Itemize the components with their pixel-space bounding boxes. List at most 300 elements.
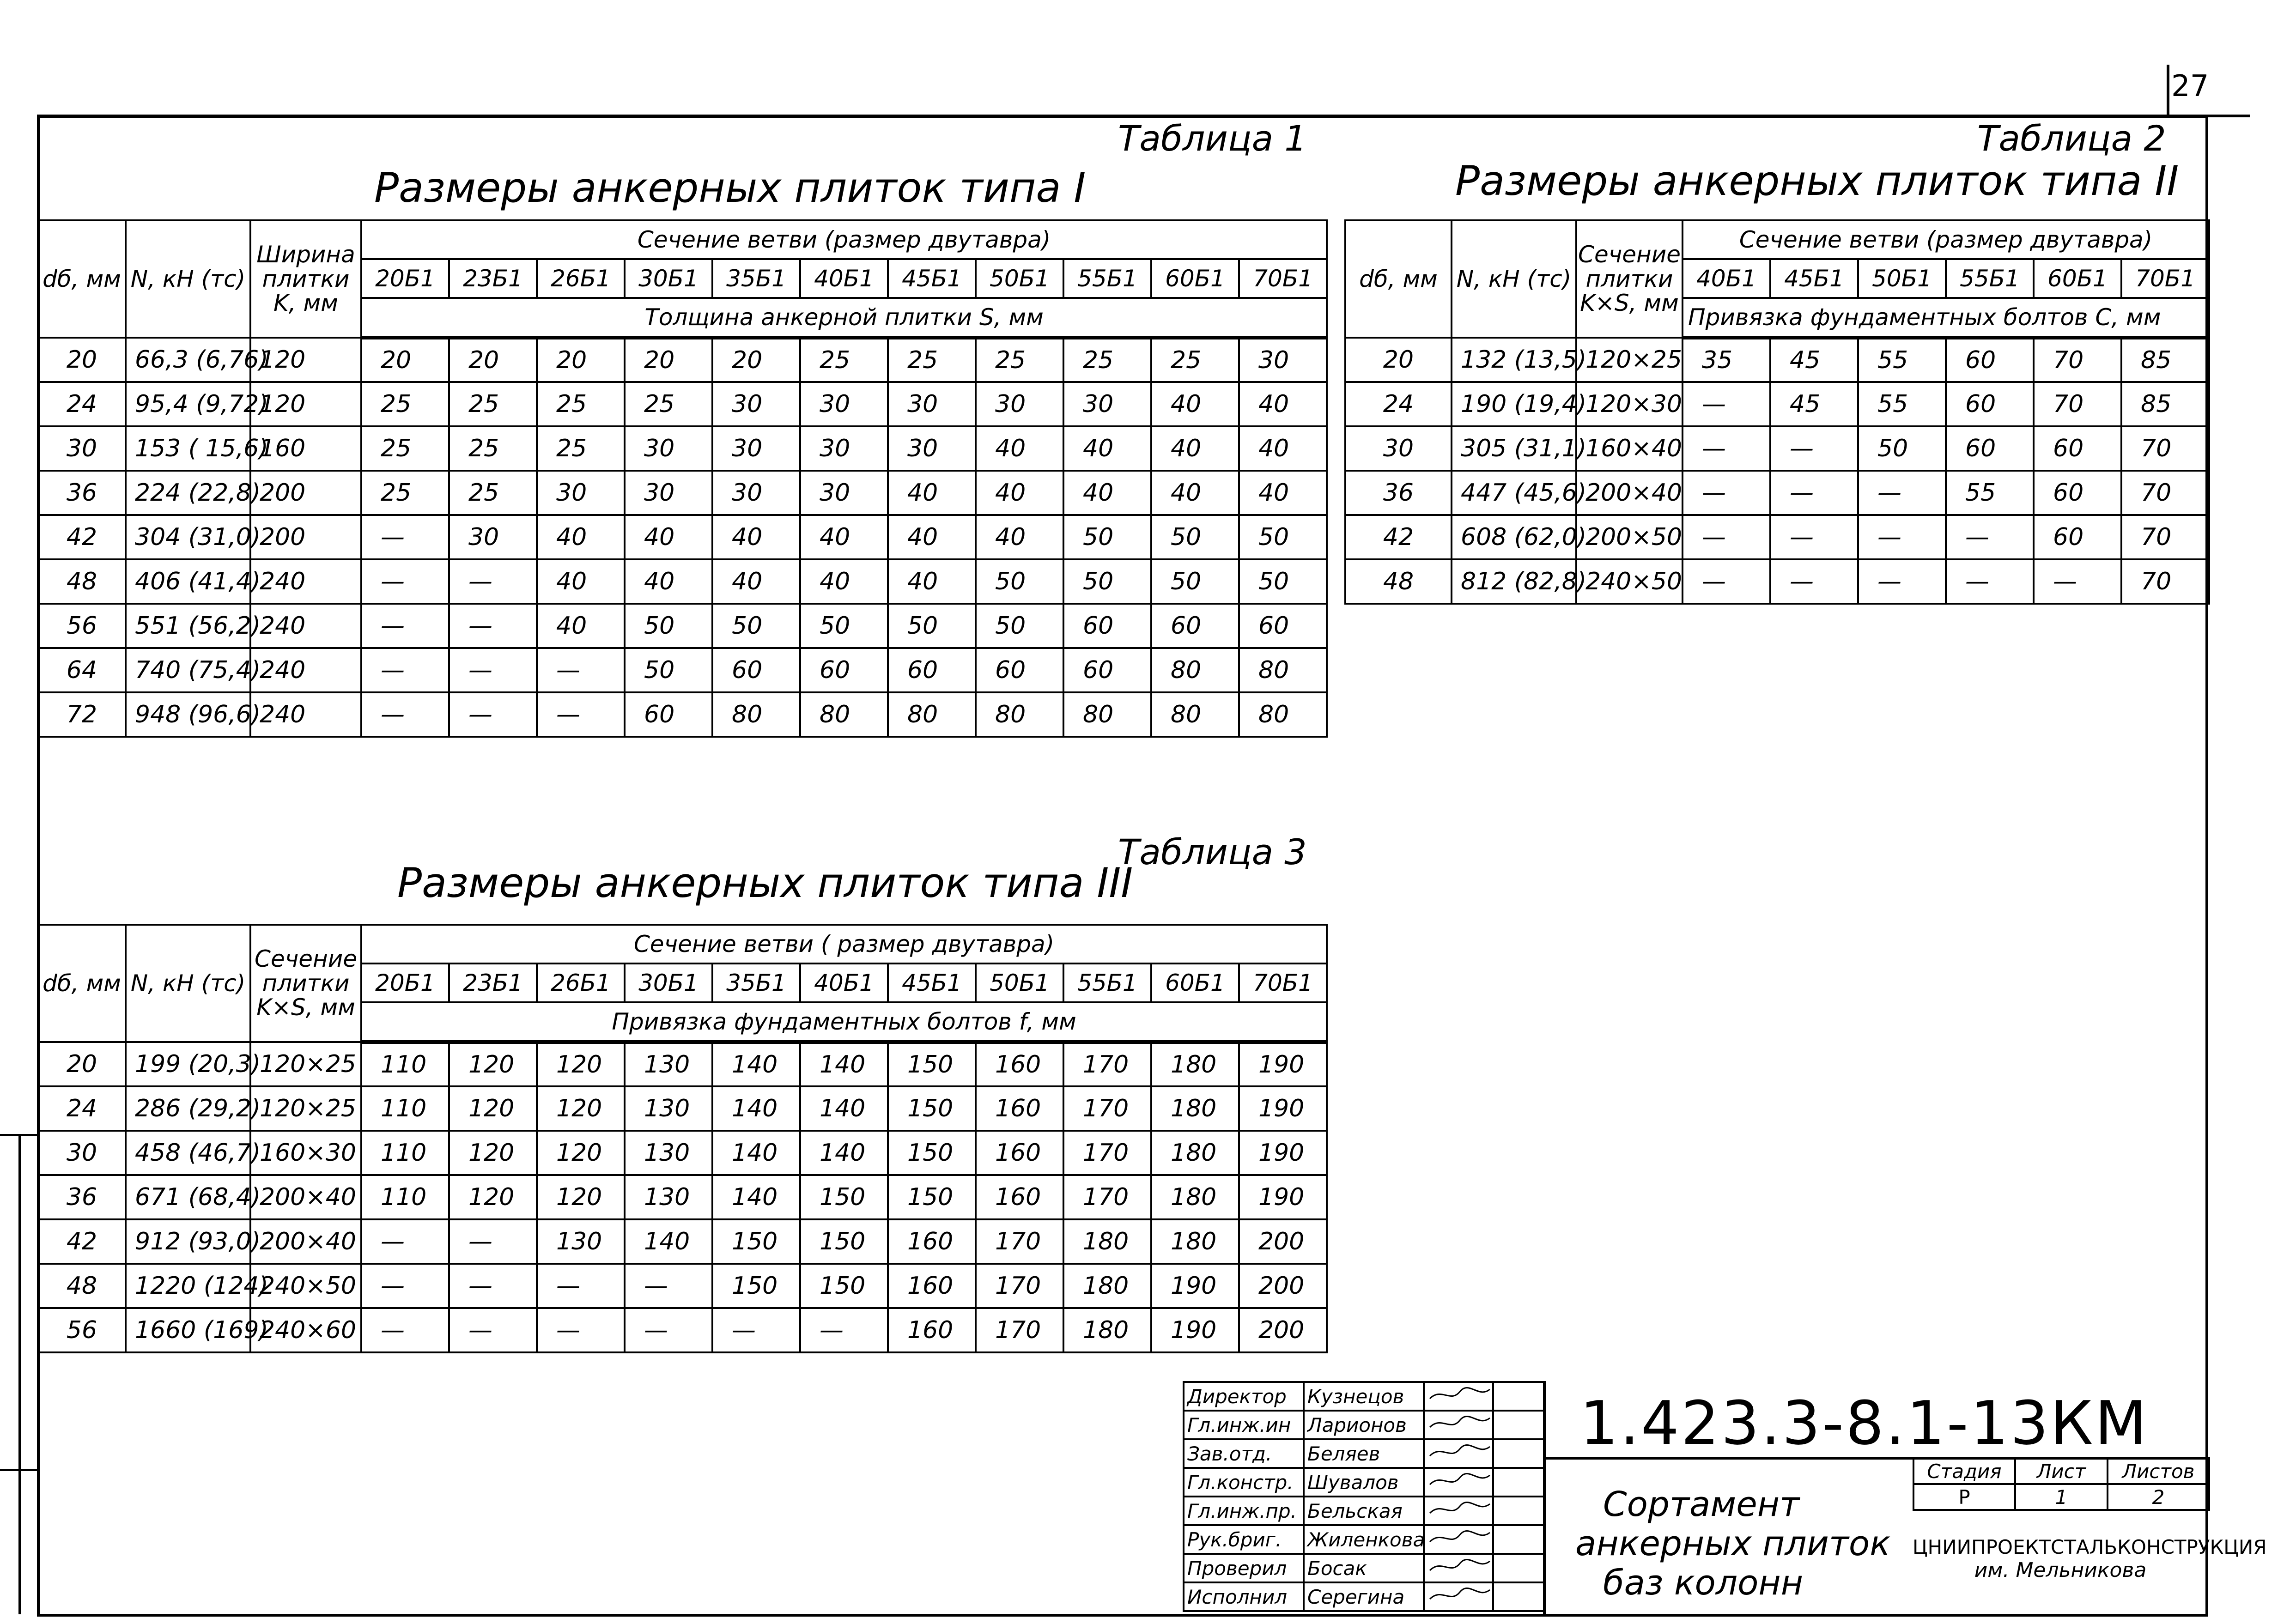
date-cell (1493, 1468, 1544, 1497)
table1-cell-value: 20 (625, 338, 712, 382)
table1-cell-value: 25 (449, 471, 537, 515)
table3-header-d: dб, мм (38, 925, 126, 1042)
table1-cell-value: — (361, 515, 449, 559)
table2-header-n: N, кН (тс) (1452, 220, 1576, 338)
date-cell (1493, 1411, 1544, 1439)
table1-cell-value: 80 (1063, 692, 1151, 737)
table1-cell-plate: 200 (250, 515, 361, 559)
table1-cell-d: 30 (38, 426, 126, 471)
table1-cell-value: — (449, 559, 537, 604)
table1-cell-value: 60 (1063, 648, 1151, 692)
date-cell (1493, 1582, 1544, 1611)
table3-size-20Б1: 20Б1 (361, 963, 449, 1002)
table2-cell-d: 48 (1345, 559, 1452, 604)
date-cell (1493, 1525, 1544, 1554)
staff-row (1184, 1497, 1544, 1525)
staff-name: Кузнецов (1304, 1382, 1424, 1411)
table-row (38, 1308, 1327, 1352)
table1-cell-value: 30 (888, 382, 976, 426)
table3-cell-value: — (537, 1308, 625, 1352)
table3-cell-value: 180 (1063, 1264, 1151, 1308)
date-cell (1493, 1439, 1544, 1468)
table1-cell-value: 80 (1151, 648, 1239, 692)
table3-cell-d: 24 (38, 1086, 126, 1131)
table1-header-n: N, кН (тс) (126, 220, 250, 338)
table3-cell-value: 120 (449, 1131, 537, 1175)
staff-row (1184, 1468, 1544, 1497)
staff-row (1184, 1411, 1544, 1439)
table-row (1345, 382, 2209, 426)
table1-cell-value: 60 (1151, 604, 1239, 648)
table-row (38, 1131, 1327, 1175)
date-cell (1493, 1382, 1544, 1411)
table1-cell-value: 20 (537, 338, 625, 382)
table3-cell-value: 150 (800, 1175, 888, 1219)
table3-cell-d: 20 (38, 1042, 126, 1086)
page-number-bar (2167, 65, 2169, 115)
table3-cell-value: 110 (361, 1042, 449, 1086)
table-row (38, 1219, 1327, 1264)
table2-cell-value: 70 (2121, 559, 2209, 604)
table1-cell-value: 25 (625, 382, 712, 426)
document-code: 1.423.3-8.1-13КМ (1580, 1388, 2149, 1458)
table2-cell-n: 190 (19,4) (1452, 382, 1576, 426)
signature-icon (1427, 1557, 1492, 1575)
table3-cell-value: 160 (976, 1086, 1063, 1131)
table2-cell-value: — (2034, 559, 2121, 604)
table1-header-plate: Ширина плитки K, мм (250, 220, 361, 338)
document-name-line: баз колонн (1603, 1563, 1804, 1603)
table1-cell-value: 40 (712, 559, 800, 604)
signature-cell (1424, 1411, 1493, 1439)
table3-cell-value: — (361, 1308, 449, 1352)
staff-name: Босак (1304, 1554, 1424, 1582)
table3-cell-value: 140 (712, 1131, 800, 1175)
table3-cell-n: 671 (68,4) (126, 1175, 250, 1219)
table-row (38, 426, 1327, 471)
table2-cell-d: 20 (1345, 338, 1452, 382)
table3-cell-value: 160 (888, 1219, 976, 1264)
signature-cell (1424, 1525, 1493, 1554)
table2-cell-value: 60 (1946, 382, 2034, 426)
table-row (38, 382, 1327, 426)
table1-cell-value: 40 (800, 559, 888, 604)
table1-cell-value: — (361, 604, 449, 648)
table3-cell-value: 200 (1239, 1308, 1327, 1352)
table3-cell-value: — (537, 1264, 625, 1308)
table2-header-d: dб, мм (1345, 220, 1452, 338)
table3-size-50Б1: 50Б1 (976, 963, 1063, 1002)
table1-size-55Б1: 55Б1 (1063, 259, 1151, 298)
table2-cell-plate: 120×25 (1576, 338, 1683, 382)
signature-cell (1424, 1382, 1493, 1411)
table3-cell-value: 160 (976, 1131, 1063, 1175)
table2-cell-value: — (1683, 471, 1770, 515)
table3-cell-value: 200 (1239, 1219, 1327, 1264)
table3-cell-value: 180 (1151, 1175, 1239, 1219)
table3-size-30Б1: 30Б1 (625, 963, 712, 1002)
page-number: 27 (2171, 69, 2209, 103)
table2-cell-value: 60 (2034, 471, 2121, 515)
table1-cell-value: 40 (1239, 471, 1327, 515)
table1-cell-value: 60 (1063, 604, 1151, 648)
table1-cell-value: 25 (800, 338, 888, 382)
table1-header-d: dб, мм (38, 220, 126, 338)
table3-cell-value: 110 (361, 1175, 449, 1219)
table3-cell-value: 140 (712, 1042, 800, 1086)
table2-cell-value: — (1683, 559, 1770, 604)
table3-size-70Б1: 70Б1 (1239, 963, 1327, 1002)
table3-cell-plate: 120×25 (250, 1086, 361, 1131)
signature-cell (1424, 1582, 1493, 1611)
table3-size-26Б1: 26Б1 (537, 963, 625, 1002)
table2-cell-value: — (1683, 515, 1770, 559)
table2-cell-value: 60 (2034, 426, 2121, 471)
table3-cell-value: 170 (976, 1308, 1063, 1352)
table1-cell-d: 48 (38, 559, 126, 604)
table3-cell-value: 190 (1151, 1308, 1239, 1352)
table1-size-26Б1: 26Б1 (537, 259, 625, 298)
stage-table (1913, 1457, 2210, 1511)
table2-header-row (1345, 220, 2209, 259)
table1-cell-n: 153 ( 15,6) (126, 426, 250, 471)
table1-cell-value: 40 (1239, 382, 1327, 426)
table3-number: Таблица 3 (1118, 831, 1307, 873)
signature-icon (1427, 1442, 1492, 1460)
table3-cell-value: 150 (712, 1264, 800, 1308)
table3-cell-n: 1220 (124) (126, 1264, 250, 1308)
table1-cell-value: 25 (1151, 338, 1239, 382)
table2-header-subtitle: Привязка фундаментных болтов C, мм (1683, 298, 2209, 338)
table1-cell-d: 72 (38, 692, 126, 737)
table3-header-row (38, 925, 1327, 963)
table1-size-40Б1: 40Б1 (800, 259, 888, 298)
table1-cell-n: 304 (31,0) (126, 515, 250, 559)
table1-title: Размеры анкерных плиток типа I (374, 164, 1086, 212)
signature-icon (1427, 1413, 1492, 1432)
table1-cell-value: 30 (800, 471, 888, 515)
table2-cell-value: — (1858, 559, 1946, 604)
table3-cell-value: 160 (888, 1264, 976, 1308)
staff-name: Ларионов (1304, 1411, 1424, 1439)
table3-cell-value: 120 (449, 1175, 537, 1219)
table3-title: Размеры анкерных плиток типа III (397, 859, 1133, 907)
table3-cell-n: 1660 (169) (126, 1308, 250, 1352)
date-cell (1493, 1497, 1544, 1525)
table1-cell-value: 50 (625, 604, 712, 648)
table1-cell-value: 30 (449, 515, 537, 559)
table1-cell-value: — (449, 604, 537, 648)
table2-size-55Б1: 55Б1 (1946, 259, 2034, 298)
table-row (38, 1086, 1327, 1131)
table3-cell-value: 170 (976, 1219, 1063, 1264)
table3-cell-plate: 200×40 (250, 1219, 361, 1264)
table1-size-50Б1: 50Б1 (976, 259, 1063, 298)
table1-cell-n: 551 (56,2) (126, 604, 250, 648)
table1-size-60Б1: 60Б1 (1151, 259, 1239, 298)
table3-cell-value: 130 (625, 1086, 712, 1131)
table2-cell-value: 70 (2121, 426, 2209, 471)
stage-label: Стадия (1913, 1458, 2015, 1484)
table1-cell-value: 30 (976, 382, 1063, 426)
table3-size-60Б1: 60Б1 (1151, 963, 1239, 1002)
table-row (1345, 515, 2209, 559)
table2-cell-value: 60 (2034, 515, 2121, 559)
signature-icon (1427, 1499, 1492, 1518)
table3-header-section: Сечение ветви ( размер двутавра) (361, 925, 1327, 963)
signature-icon (1427, 1585, 1492, 1604)
table3-cell-value: 180 (1151, 1086, 1239, 1131)
table1-cell-value: 40 (1151, 426, 1239, 471)
table2-cell-value: 70 (2034, 382, 2121, 426)
table3-cell-value: 120 (537, 1086, 625, 1131)
table2-cell-value: — (1770, 559, 1858, 604)
staff-role: Зав.отд. (1184, 1439, 1304, 1468)
staff-role: Директор (1184, 1382, 1304, 1411)
table1-cell-n: 95,4 (9,72) (126, 382, 250, 426)
table-row (38, 559, 1327, 604)
signature-icon (1427, 1528, 1492, 1546)
table1-cell-plate: 200 (250, 471, 361, 515)
table1-cell-value: 50 (1239, 559, 1327, 604)
table1-cell-n: 224 (22,8) (126, 471, 250, 515)
table2-cell-value: 45 (1770, 338, 1858, 382)
table2-cell-value: 85 (2121, 338, 2209, 382)
staff-table (1183, 1381, 1545, 1612)
table1-cell-value: 20 (712, 338, 800, 382)
table1-cell-plate: 240 (250, 604, 361, 648)
table2-size-45Б1: 45Б1 (1770, 259, 1858, 298)
table2-cell-value: 60 (1946, 426, 2034, 471)
table1-cell-value: 50 (1239, 515, 1327, 559)
table1-cell-n: 66,3 (6,76) (126, 338, 250, 382)
table-row (1345, 338, 2209, 382)
table1-cell-value: 20 (361, 338, 449, 382)
table3-cell-value: — (712, 1308, 800, 1352)
title-block-divider (1543, 1381, 1546, 1617)
table3-cell-value: 160 (976, 1175, 1063, 1219)
table1-header-row (38, 220, 1327, 259)
table2-size-40Б1: 40Б1 (1683, 259, 1770, 298)
signature-cell (1424, 1554, 1493, 1582)
table3-cell-plate: 120×25 (250, 1042, 361, 1086)
title-block (1183, 1381, 2267, 1617)
table3-cell-value: 120 (537, 1175, 625, 1219)
table1-cell-value: 40 (537, 559, 625, 604)
table2-cell-plate: 240×50 (1576, 559, 1683, 604)
table1-cell-value: 60 (800, 648, 888, 692)
table3-cell-value: 170 (976, 1264, 1063, 1308)
table1-size-20Б1: 20Б1 (361, 259, 449, 298)
table-row (38, 604, 1327, 648)
table3-cell-value: 190 (1239, 1131, 1327, 1175)
table1-cell-value: 25 (361, 426, 449, 471)
table-row (38, 1042, 1327, 1086)
table-row (1345, 559, 2209, 604)
table3-cell-n: 912 (93,0) (126, 1219, 250, 1264)
staff-row (1184, 1382, 1544, 1411)
table1-cell-value: 50 (976, 559, 1063, 604)
table1-cell-value: 30 (625, 426, 712, 471)
table3-cell-value: 140 (712, 1175, 800, 1219)
table2-cell-d: 24 (1345, 382, 1452, 426)
table1-cell-value: 50 (800, 604, 888, 648)
table3-cell-n: 199 (20,3) (126, 1042, 250, 1086)
table1-cell-value: — (537, 648, 625, 692)
table3-cell-plate: 240×60 (250, 1308, 361, 1352)
table3-cell-value: 110 (361, 1131, 449, 1175)
table1-cell-value: 40 (1063, 471, 1151, 515)
table3-cell-value: 180 (1063, 1219, 1151, 1264)
table1-cell-value: 25 (1063, 338, 1151, 382)
table3-cell-value: 130 (625, 1042, 712, 1086)
table3-cell-value: 160 (976, 1042, 1063, 1086)
table2-cell-value: — (1946, 559, 2034, 604)
table1-cell-value: 80 (712, 692, 800, 737)
table3-cell-value: 110 (361, 1086, 449, 1131)
table1-cell-value: 40 (888, 559, 976, 604)
table1-cell-value: 30 (1239, 338, 1327, 382)
table1-cell-value: 25 (361, 471, 449, 515)
table3-cell-value: 170 (1063, 1042, 1151, 1086)
table1-cell-value: 80 (976, 692, 1063, 737)
table3-cell-value: 190 (1239, 1042, 1327, 1086)
sheet-value: 1 (2015, 1484, 2108, 1510)
table1-cell-plate: 120 (250, 382, 361, 426)
table2-cell-d: 36 (1345, 471, 1452, 515)
staff-row (1184, 1582, 1544, 1611)
table1-cell-value: — (361, 559, 449, 604)
table-row (38, 471, 1327, 515)
table2-cell-n: 132 (13,5) (1452, 338, 1576, 382)
stage-value: Р (1913, 1484, 2015, 1510)
staff-name: Жиленкова (1304, 1525, 1424, 1554)
table2-cell-value: 45 (1770, 382, 1858, 426)
staff-name: Бельская (1304, 1497, 1424, 1525)
table1-cell-value: 50 (1063, 515, 1151, 559)
table1-size-30Б1: 30Б1 (625, 259, 712, 298)
organization (1913, 1536, 2267, 1582)
table1-cell-value: — (449, 648, 537, 692)
document-name (1575, 1485, 1890, 1603)
table3-header-subtitle: Привязка фундаментных болтов f, мм (361, 1002, 1327, 1042)
table3-cell-d: 30 (38, 1131, 126, 1175)
table3-cell-value: 170 (1063, 1131, 1151, 1175)
table1-cell-value: 40 (888, 471, 976, 515)
left-margin-line (18, 1134, 21, 1614)
table3-cell-value: — (361, 1264, 449, 1308)
table2-cell-n: 305 (31,1) (1452, 426, 1576, 471)
document-name-line: анкерных плиток (1575, 1524, 1890, 1564)
table-row (38, 338, 1327, 382)
table1-cell-value: 50 (712, 604, 800, 648)
table1-cell-value: 30 (537, 471, 625, 515)
table3-cell-plate: 240×50 (250, 1264, 361, 1308)
table3-cell-value: 180 (1151, 1131, 1239, 1175)
table-row (38, 1175, 1327, 1219)
table1-cell-value: 50 (625, 648, 712, 692)
table1-cell-value: 40 (625, 559, 712, 604)
table3-cell-n: 458 (46,7) (126, 1131, 250, 1175)
table3-cell-value: 150 (888, 1042, 976, 1086)
table2-cell-value: — (1770, 471, 1858, 515)
staff-name: Шувалов (1304, 1468, 1424, 1497)
table1-cell-value: 40 (537, 604, 625, 648)
table1-cell-value: 40 (537, 515, 625, 559)
table3-cell-value: 140 (625, 1219, 712, 1264)
table3-size-35Б1: 35Б1 (712, 963, 800, 1002)
table1-cell-value: 50 (1151, 559, 1239, 604)
table-row (38, 648, 1327, 692)
table3-cell-value: 190 (1239, 1175, 1327, 1219)
table1-cell-value: — (537, 692, 625, 737)
table1-size-70Б1: 70Б1 (1239, 259, 1327, 298)
table2-title: Размеры анкерных плиток типа II (1455, 157, 2179, 205)
table3-cell-value: 120 (537, 1131, 625, 1175)
table2-cell-value: — (1683, 382, 1770, 426)
table3-cell-value: 150 (888, 1175, 976, 1219)
table2-cell-value: 55 (1858, 382, 1946, 426)
table1-cell-value: 40 (1151, 382, 1239, 426)
staff-role: Гл.констр. (1184, 1468, 1304, 1497)
table2-cell-value: 50 (1858, 426, 1946, 471)
table2-cell-plate: 200×40 (1576, 471, 1683, 515)
sheets-value: 2 (2108, 1484, 2209, 1510)
table1-number: Таблица 1 (1118, 118, 1307, 159)
table3-cell-n: 286 (29,2) (126, 1086, 250, 1131)
table2-cell-value: 85 (2121, 382, 2209, 426)
table2-cell-n: 608 (62,0) (1452, 515, 1576, 559)
staff-role: Гл.инж.пр. (1184, 1497, 1304, 1525)
table2-cell-value: 55 (1946, 471, 2034, 515)
table3-cell-value: 150 (800, 1219, 888, 1264)
date-cell (1493, 1554, 1544, 1582)
table1-cell-value: 25 (537, 382, 625, 426)
table3-size-45Б1: 45Б1 (888, 963, 976, 1002)
organization-name: ЦНИИПРОЕКТСТАЛЬКОНСТРУКЦИЯ (1913, 1536, 2267, 1558)
table1-cell-value: 25 (449, 426, 537, 471)
table1-cell-value: 80 (1151, 692, 1239, 737)
table3-cell-value: 130 (625, 1175, 712, 1219)
table1-cell-value: 40 (712, 515, 800, 559)
table1-cell-value: 20 (449, 338, 537, 382)
table2 (1344, 219, 2210, 605)
table1-cell-plate: 240 (250, 692, 361, 737)
table3-cell-value: 150 (800, 1264, 888, 1308)
table2-header-plate: Сечение плитки K×S, мм (1576, 220, 1683, 338)
table1-cell-value: 30 (888, 426, 976, 471)
table3-cell-value: 120 (449, 1086, 537, 1131)
table1-header-subtitle: Толщина анкерной плитки S, мм (361, 298, 1327, 338)
table-row (38, 692, 1327, 737)
table3-cell-d: 42 (38, 1219, 126, 1264)
table3-size-55Б1: 55Б1 (1063, 963, 1151, 1002)
table3-cell-d: 48 (38, 1264, 126, 1308)
table1-cell-value: 30 (1063, 382, 1151, 426)
staff-row (1184, 1439, 1544, 1468)
table1-cell-value: — (449, 692, 537, 737)
table3-cell-value: 160 (888, 1308, 976, 1352)
staff-role: Гл.инж.ин (1184, 1411, 1304, 1439)
table2-cell-d: 42 (1345, 515, 1452, 559)
table2-cell-value: 55 (1858, 338, 1946, 382)
table1-cell-value: 60 (712, 648, 800, 692)
table1-cell-d: 42 (38, 515, 126, 559)
table1-cell-value: 30 (800, 382, 888, 426)
table3-cell-plate: 200×40 (250, 1175, 361, 1219)
table1-cell-value: 50 (1151, 515, 1239, 559)
staff-row (1184, 1525, 1544, 1554)
